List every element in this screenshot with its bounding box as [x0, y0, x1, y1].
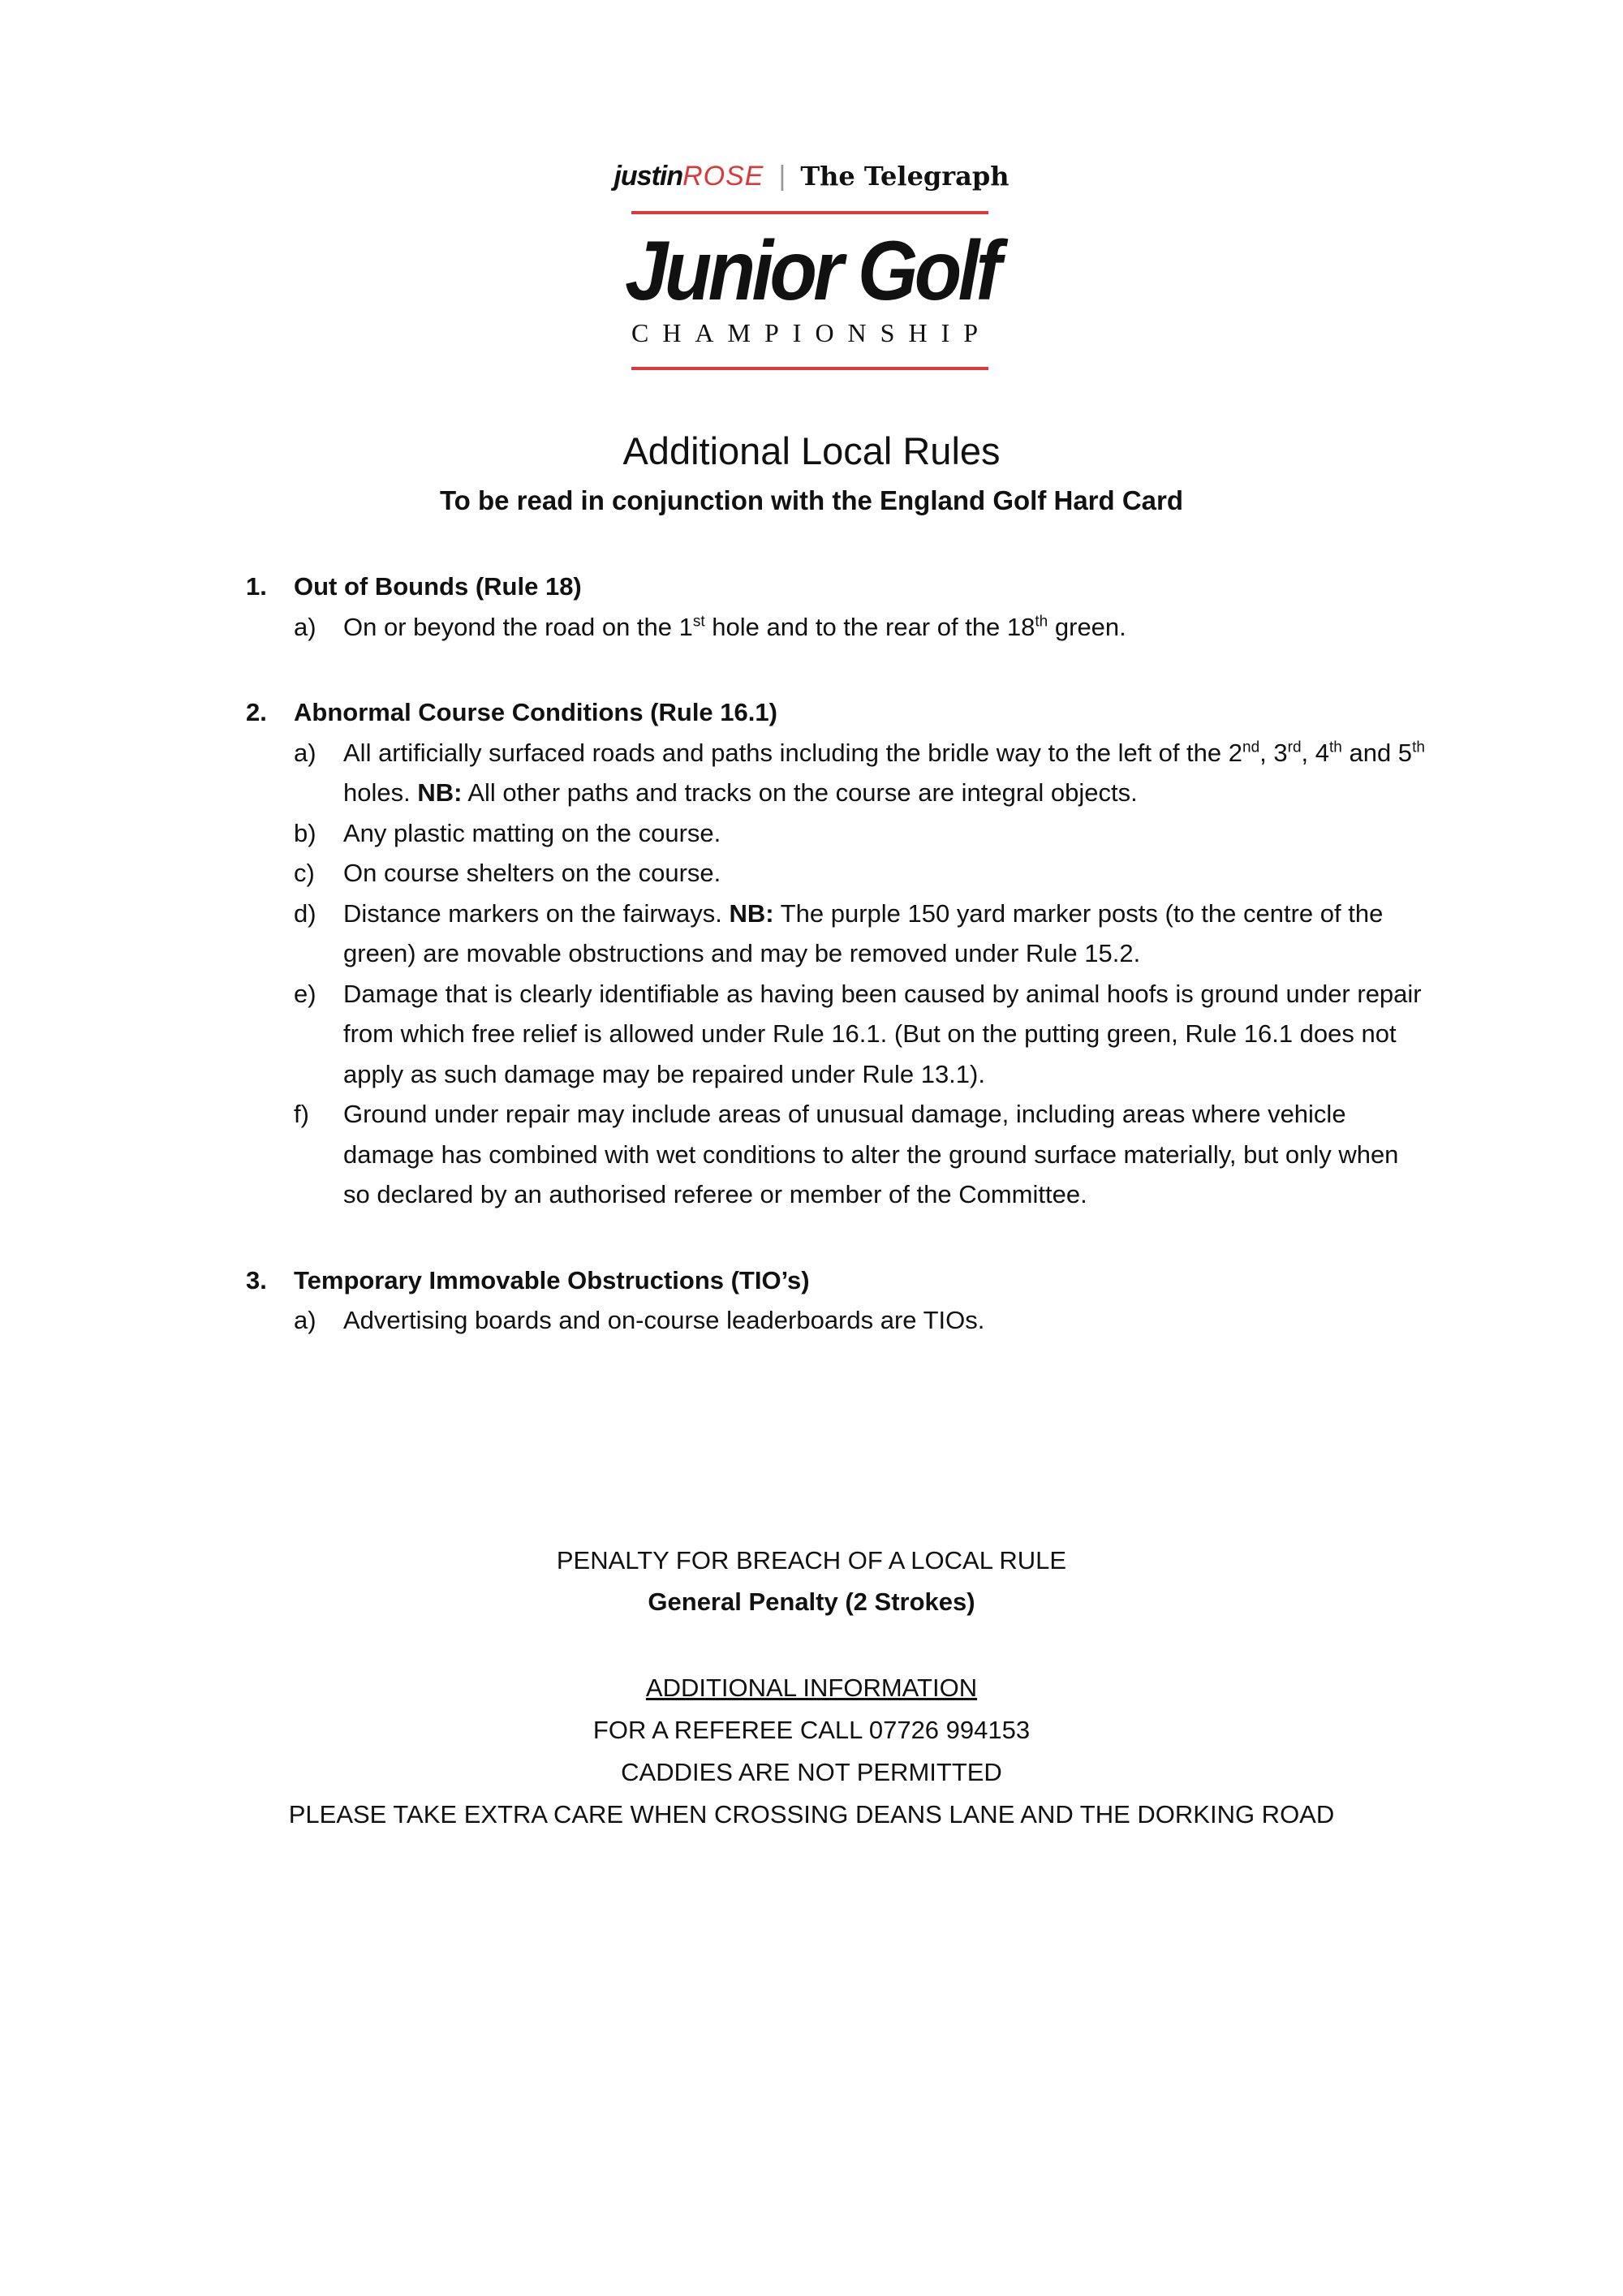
- text-segment: The purple 150 yard marker posts (to the centre of the green) are movable obstructions and may be removed under Rule 15.2.: [343, 898, 1384, 967]
- text-segment: , 3: [1259, 738, 1288, 767]
- rule-section: [246, 692, 1431, 1215]
- penalty-block: [0, 1540, 1623, 1622]
- rule-item: [294, 813, 1431, 854]
- item-letter: a): [294, 612, 316, 641]
- page-subtitle: To be read in conjunction with the England Golf Hard Card: [439, 485, 1184, 515]
- rule-item: [294, 1094, 1431, 1215]
- item-letter: e): [294, 979, 316, 1008]
- text-segment: Any plastic matting on the course.: [343, 818, 721, 847]
- logo-divider-top: [631, 211, 988, 214]
- info-referee: FOR A REFEREE CALL 07726 994153: [592, 1716, 1031, 1744]
- text-segment: Distance markers on the fairways.: [343, 898, 730, 928]
- item-text: [343, 733, 1431, 813]
- sponsor-line: [568, 161, 1055, 192]
- text-segment: Ground under repair may include areas of unusual damage, including areas where vehicle damage has combined with wet conditions to alter the ground surface materially, but only when so declared by an authorised referee or member of the Committee.: [343, 1100, 1399, 1208]
- rule-item: [294, 974, 1431, 1095]
- item-text: [343, 974, 1431, 1095]
- item-letter: b): [294, 818, 316, 847]
- rule-section: [246, 1260, 1431, 1341]
- item-letter: a): [294, 738, 316, 767]
- ordinal-suffix: rd: [1287, 739, 1302, 756]
- note-label: NB:: [729, 898, 774, 928]
- rule-item: [294, 894, 1431, 974]
- item-text: [343, 813, 1431, 854]
- page-title: Additional Local Rules: [622, 429, 1001, 472]
- rule-item: [294, 733, 1431, 813]
- penalty-heading: PENALTY FOR BREACH OF A LOCAL RULE: [556, 1546, 1067, 1574]
- rule-item: [294, 853, 1431, 894]
- championship-logo: [568, 146, 1055, 390]
- rule-item: [294, 607, 1431, 648]
- additional-info-block: [0, 1667, 1623, 1836]
- info-crossing: PLEASE TAKE EXTRA CARE WHEN CROSSING DEANS LANE AND THE DORKING ROAD: [288, 1800, 1335, 1829]
- text-segment: hole and to the rear of the 18: [704, 612, 1035, 641]
- logo-main-text: Junior Golf: [625, 224, 998, 318]
- section-number: 3.: [246, 1265, 267, 1294]
- ordinal-suffix: st: [692, 613, 705, 631]
- info-caddies: CADDIES ARE NOT PERMITTED: [621, 1758, 1002, 1786]
- section-title: Abnormal Course Conditions (Rule 16.1): [294, 698, 777, 726]
- justin-rose-logo: [613, 161, 764, 192]
- logo-justin: justin: [613, 161, 683, 192]
- text-segment: Damage that is clearly identifiable as having been caused by animal hoofs is ground under repair from which free relief is allowed under Rule 16.1. (But on the putting green, Rule 16.1 does not apply as such damage may be repaired under Rule 13.1).: [343, 979, 1422, 1088]
- text-segment: On or beyond the road on the 1: [343, 612, 693, 641]
- ordinal-suffix: th: [1329, 739, 1342, 756]
- section-heading: [246, 566, 1431, 607]
- item-letter: c): [294, 859, 315, 887]
- section-title: Temporary Immovable Obstructions (TIO’s): [294, 1265, 810, 1294]
- note-label: NB:: [417, 778, 463, 807]
- item-text: [343, 894, 1431, 974]
- text-segment: , 4: [1301, 738, 1329, 767]
- text-segment: All other paths and tracks on the course are integral objects.: [462, 778, 1138, 807]
- section-heading: [246, 1260, 1431, 1301]
- rule-section: [246, 566, 1431, 647]
- text-segment: holes.: [343, 778, 418, 807]
- item-text: [343, 1300, 1431, 1341]
- text-segment: green.: [1048, 612, 1126, 641]
- section-number: 2.: [246, 698, 267, 726]
- ordinal-suffix: th: [1412, 739, 1425, 756]
- section-number: 1.: [246, 572, 267, 601]
- section-heading: [246, 692, 1431, 733]
- text-segment: Advertising boards and on-course leaderboards are TIOs.: [343, 1306, 985, 1334]
- text-segment: All artificially surfaced roads and paths including the bridle way to the left of the 2: [343, 738, 1243, 767]
- item-text: [343, 607, 1431, 648]
- penalty-detail: General Penalty (2 Strokes): [648, 1587, 975, 1616]
- item-letter: d): [294, 898, 316, 928]
- ordinal-suffix: th: [1035, 613, 1048, 631]
- text-segment: and 5: [1341, 738, 1413, 767]
- logo-separator: |: [778, 161, 786, 192]
- logo-sub-text: CHAMPIONSHIP: [631, 318, 992, 347]
- item-text: [343, 853, 1431, 894]
- item-text: [343, 1094, 1431, 1215]
- text-segment: On course shelters on the course.: [343, 859, 721, 887]
- ordinal-suffix: nd: [1242, 739, 1260, 756]
- rules-list: [246, 566, 1431, 1386]
- telegraph-logo: The Telegraph: [800, 161, 1010, 192]
- logo-rose: ROSE: [682, 161, 764, 192]
- rule-item: [294, 1300, 1431, 1341]
- item-letter: f): [294, 1100, 309, 1128]
- logo-divider-bottom: [631, 367, 988, 370]
- item-letter: a): [294, 1306, 316, 1334]
- info-heading: ADDITIONAL INFORMATION: [645, 1674, 978, 1702]
- section-title: Out of Bounds (Rule 18): [294, 572, 582, 601]
